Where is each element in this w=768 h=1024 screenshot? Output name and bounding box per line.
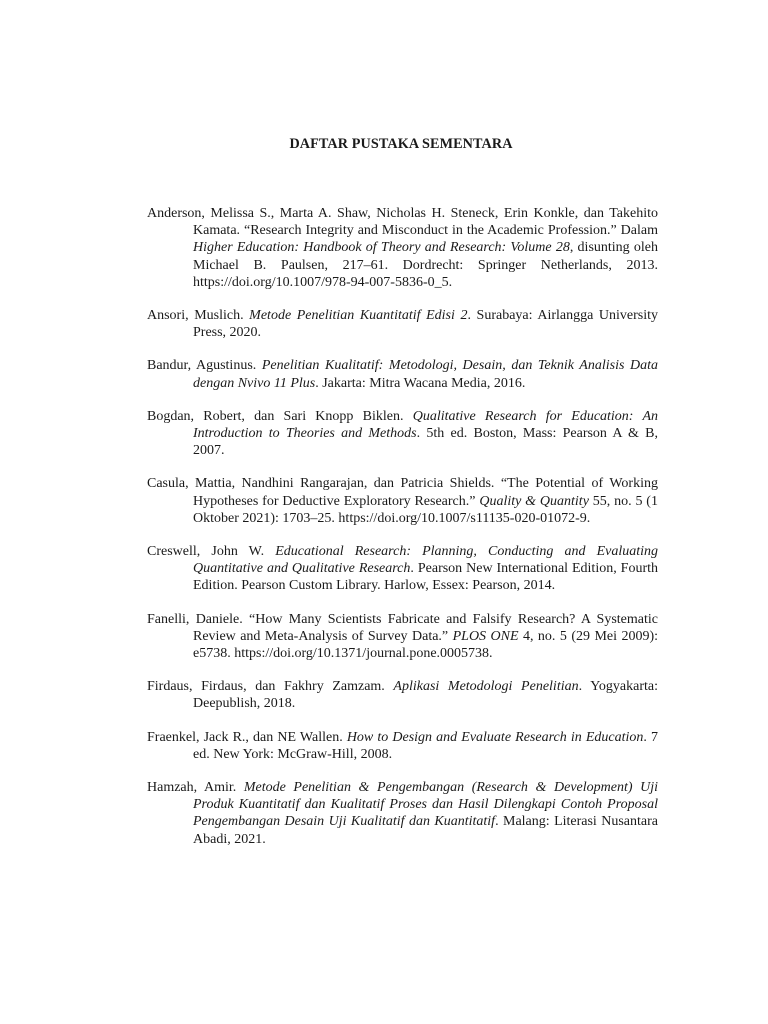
reference-entry: [147, 678, 658, 712]
reference-entry: [147, 475, 658, 527]
reference-entry: [147, 205, 658, 291]
reference-text: Bandur, Agustinus.: [147, 358, 262, 374]
reference-title: Penelitian Kualitatif: Metodologi, Desain, dan Teknik Analisis Data dengan Nvivo 11 Plus: [193, 358, 658, 391]
reference-publication: . Jakarta: Mitra Wacana Media, 2016.: [315, 375, 526, 391]
reference-publication: . Pearson New International Edition, Fourth Edition. Pearson Custom Library. Harlow, Essex: Pearson, 2014.: [193, 561, 659, 594]
reference-text: Casula, Mattia, Nandhini Rangarajan, dan Patricia Shields. “The Potential of Working Hypotheses for Deductive Exploratory Research.”: [147, 476, 658, 509]
reference-entry: [147, 543, 658, 595]
reference-title: Quality & Quantity: [479, 493, 589, 509]
reference-publication: 4, no. 5 (29 Mei 2009): e5738. https://doi.org/10.1371/journal.pone.0005738.: [193, 628, 659, 662]
reference-publication: . Surabaya: Airlangga University Press, 2020.: [193, 308, 658, 341]
reference-publication: . Malang: Literasi Nusantara Abadi, 2021.: [193, 814, 658, 847]
reference-title: How to Design and Evaluate Research in Education: [346, 729, 644, 745]
reference-title: Aplikasi Metodologi Penelitian: [393, 679, 579, 695]
reference-entry: [147, 779, 658, 848]
reference-publication: . 7 ed. New York: McGraw-Hill, 2008.: [193, 729, 659, 762]
reference-text: Fraenkel, Jack R., dan NE Wallen.: [147, 729, 347, 745]
reference-publication: . Yogyakarta: Deepublish, 2018.: [193, 679, 658, 712]
reference-text: Fanelli, Daniele. “How Many Scientists Fabricate and Falsify Research? A Systematic Review and Meta-Analysis of Survey Data.”: [147, 611, 658, 644]
reference-title: Qualitative Research for Education: An Introduction to Theories and Methods: [193, 408, 658, 442]
reference-entry: [147, 729, 658, 763]
reference-text: Bogdan, Robert, dan Sari Knopp Biklen.: [147, 408, 413, 424]
reference-publication: 55, no. 5 (1 Oktober 2021): 1703–25. https://doi.org/10.1007/s11135-020-01072-9.: [193, 493, 658, 526]
reference-text: Ansori, Muslich.: [147, 308, 250, 324]
reference-title: Metode Penelitian Kuantitatif Edisi 2: [249, 308, 468, 324]
reference-list: [147, 205, 658, 864]
reference-title: PLOS ONE: [452, 628, 519, 644]
reference-text: Hamzah, Amir.: [147, 780, 244, 796]
reference-publication: . 5th ed. Boston, Mass: Pearson A & B, 2007.: [193, 426, 658, 459]
page-title: DAFTAR PUSTAKA SEMENTARA: [289, 136, 513, 152]
reference-text: Anderson, Melissa S., Marta A. Shaw, Nicholas H. Steneck, Erin Konkle, dan Takehito Kamata. “Research Integrity and Misconduct in the Academic Profession.” Dalam: [147, 206, 658, 239]
reference-title: Higher Education: Handbook of Theory and Research: Volume 28: [193, 240, 570, 256]
reference-entry: [147, 408, 658, 460]
reference-entry: [147, 611, 658, 663]
reference-publication: , disunting oleh Michael B. Paulsen, 217–61. Dordrecht: Springer Netherlands, 2013. https://doi.org/10.1007/978-94-007-5836-0_5.: [193, 240, 658, 290]
reference-entry: [147, 307, 658, 341]
reference-text: Creswell, John W.: [147, 544, 276, 560]
reference-title: Metode Penelitian & Pengembangan (Research & Development) Uji Produk Kuantitatif dan Kualitatif Proses dan Hasil Dilengkapi Contoh Proposal Pengembangan Desain Uji Kualitatif dan Kuantitatif: [193, 780, 659, 830]
reference-title: Educational Research: Planning, Conducting and Evaluating Quantitative and Qualitative Research: [193, 544, 659, 577]
reference-text: Firdaus, Firdaus, dan Fakhry Zamzam.: [147, 679, 394, 695]
reference-entry: [147, 357, 658, 391]
